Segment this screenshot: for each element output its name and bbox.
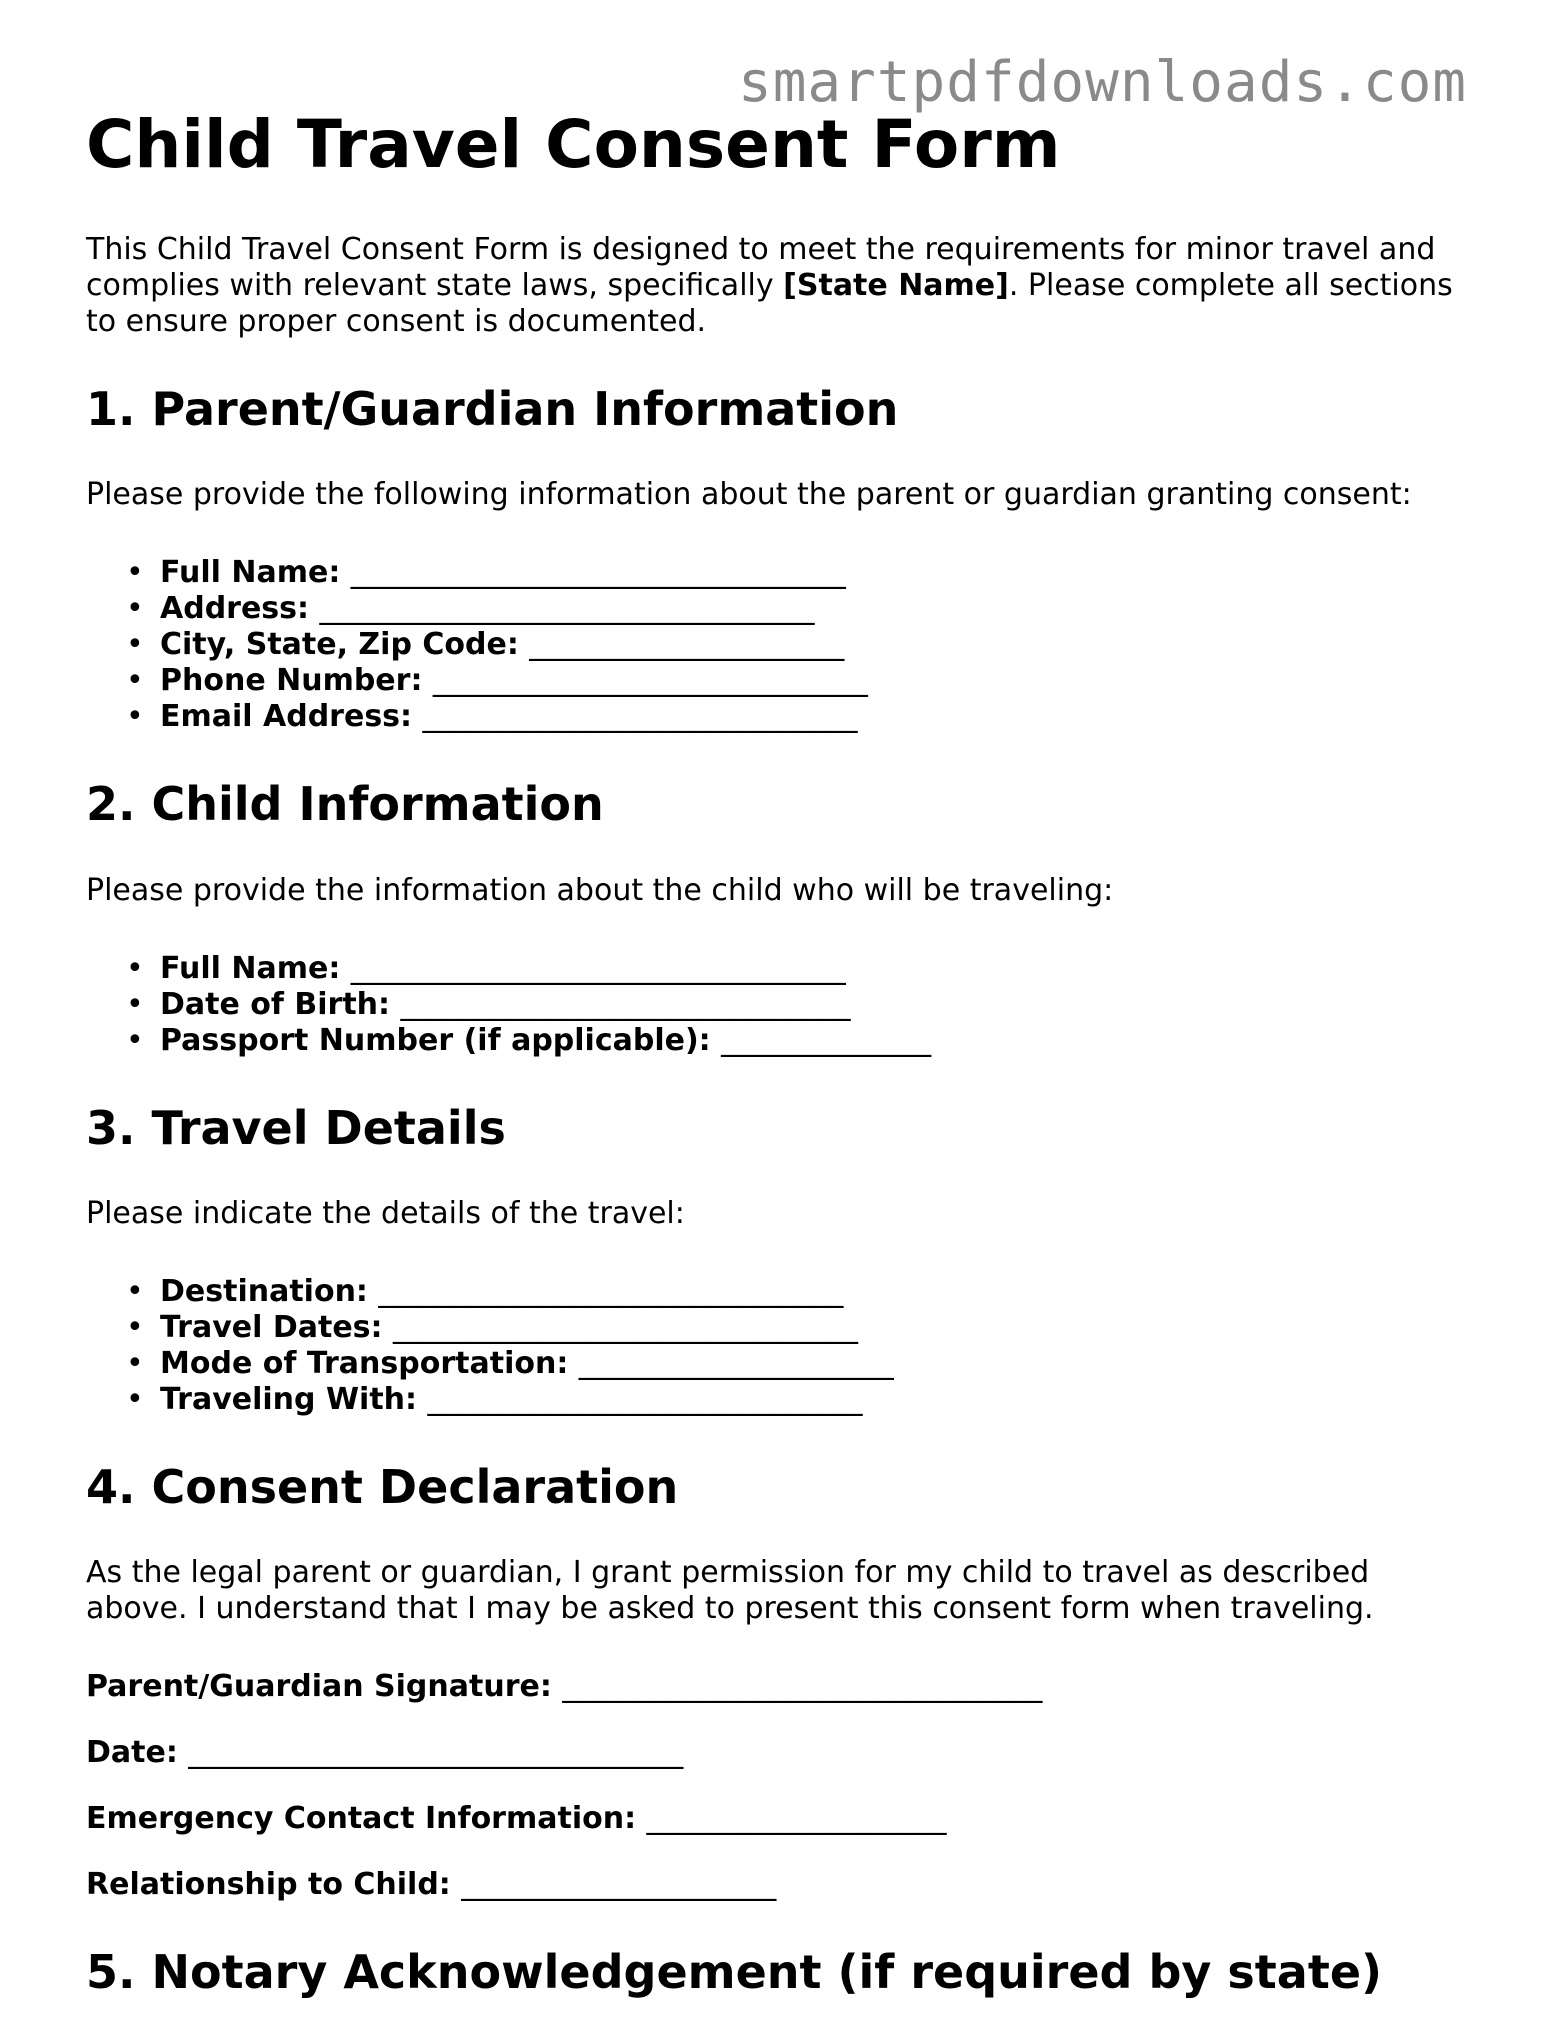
form-field-full-name[interactable] — [126, 555, 1476, 591]
field-label: Travel Dates: — [160, 1309, 383, 1345]
document-page — [86, 105, 1476, 2040]
field-label: Passport Number (if applicable): — [160, 1022, 711, 1058]
section-instructions: Please provide the following information about the parent or guardian granting consent: — [86, 477, 1412, 513]
field-blank[interactable]: ________________________________ — [562, 1668, 1043, 1704]
field-label: Relationship to Child: — [86, 1866, 451, 1902]
field-label: Mode of Transportation: — [160, 1345, 569, 1381]
field-blank[interactable]: ____________________ — [646, 1800, 947, 1836]
form-field-city-state-zip[interactable] — [126, 627, 1476, 663]
section-heading-parent-guardian: 1. Parent/Guardian Information — [86, 382, 899, 437]
field-label: Destination: — [160, 1273, 368, 1309]
intro-state-name: [State Name] — [783, 268, 1009, 304]
form-field-mode-of-transportation[interactable] — [126, 1346, 1476, 1382]
intro-text-after: . Please complete all sections to ensure proper consent is documented. — [86, 268, 1453, 340]
section-instructions: Please indicate the details of the travel: — [86, 1195, 685, 1231]
form-field-traveling-with[interactable] — [126, 1382, 1476, 1418]
field-label: Traveling With: — [160, 1381, 418, 1417]
section-heading-travel-details: 3. Travel Details — [86, 1100, 506, 1155]
section-heading-notary: 5. Notary Acknowledgement (if required by state) — [86, 1944, 1383, 1999]
watermark: smartpdfdownloads.com — [737, 50, 1467, 115]
field-blank[interactable]: _______________________________ — [378, 1273, 844, 1309]
field-blank[interactable]: _____________________________ — [427, 1381, 863, 1417]
field-blank[interactable]: _________________________________ — [319, 591, 815, 627]
parent-guardian-fields — [86, 555, 1476, 735]
form-field-address[interactable] — [126, 591, 1476, 627]
field-label: Full Name: — [160, 950, 341, 986]
form-field-email[interactable] — [126, 699, 1476, 735]
field-blank[interactable]: _____________________ — [461, 1866, 777, 1902]
intro-text-before: This Child Travel Consent Form is designed to meet the requirements for minor travel and complies with relevant state laws, specifically — [86, 232, 1436, 304]
field-label: Emergency Contact Information: — [86, 1800, 637, 1836]
travel-details-fields — [86, 1274, 1476, 1418]
field-blank[interactable]: _____________________________ — [422, 699, 858, 735]
form-field-travel-dates[interactable] — [126, 1310, 1476, 1346]
section-instructions: Please provide the information about the child who will be traveling: — [86, 872, 1114, 908]
field-label: Date of Birth: — [160, 986, 391, 1022]
form-field-signature[interactable] — [86, 1669, 1476, 1705]
form-field-destination[interactable] — [126, 1274, 1476, 1310]
field-blank[interactable]: _______________________________ — [392, 1309, 858, 1345]
field-blank[interactable]: _____________________ — [578, 1345, 894, 1381]
consent-statement: As the legal parent or guardian, I grant permission for my child to travel as described above. I understand that I may be asked to present this consent form when traveling. — [86, 1554, 1374, 1626]
form-field-emergency-contact[interactable] — [86, 1801, 1476, 1837]
field-blank[interactable]: _____________________________ — [432, 663, 868, 699]
field-blank[interactable]: _________________________________ — [350, 950, 846, 986]
form-field-passport-number[interactable] — [126, 1023, 1476, 1059]
form-field-child-full-name[interactable] — [126, 951, 1476, 987]
field-blank[interactable]: ______________ — [721, 1022, 932, 1058]
field-label: City, State, Zip Code: — [160, 627, 519, 663]
field-label: Address: — [160, 591, 310, 627]
field-label: Parent/Guardian Signature: — [86, 1668, 552, 1704]
intro-paragraph — [86, 232, 1476, 340]
form-field-date-of-birth[interactable] — [126, 987, 1476, 1023]
form-field-date[interactable] — [86, 1735, 1476, 1771]
child-information-fields — [86, 951, 1476, 1059]
field-blank[interactable]: _________________________________ — [350, 555, 846, 591]
section-heading-consent-declaration: 4. Consent Declaration — [86, 1459, 679, 1514]
field-label: Date: — [86, 1734, 178, 1770]
field-label: Phone Number: — [160, 663, 423, 699]
field-blank[interactable]: _____________________ — [529, 627, 845, 663]
field-label: Email Address: — [160, 699, 413, 735]
section-heading-child-information: 2. Child Information — [86, 777, 604, 832]
field-blank[interactable]: ______________________________ — [400, 986, 851, 1022]
form-field-phone[interactable] — [126, 663, 1476, 699]
field-label: Full Name: — [160, 555, 341, 591]
field-blank[interactable]: _________________________________ — [188, 1734, 684, 1770]
page-title: Child Travel Consent Form — [86, 106, 1061, 183]
form-field-relationship[interactable] — [86, 1867, 1476, 1903]
